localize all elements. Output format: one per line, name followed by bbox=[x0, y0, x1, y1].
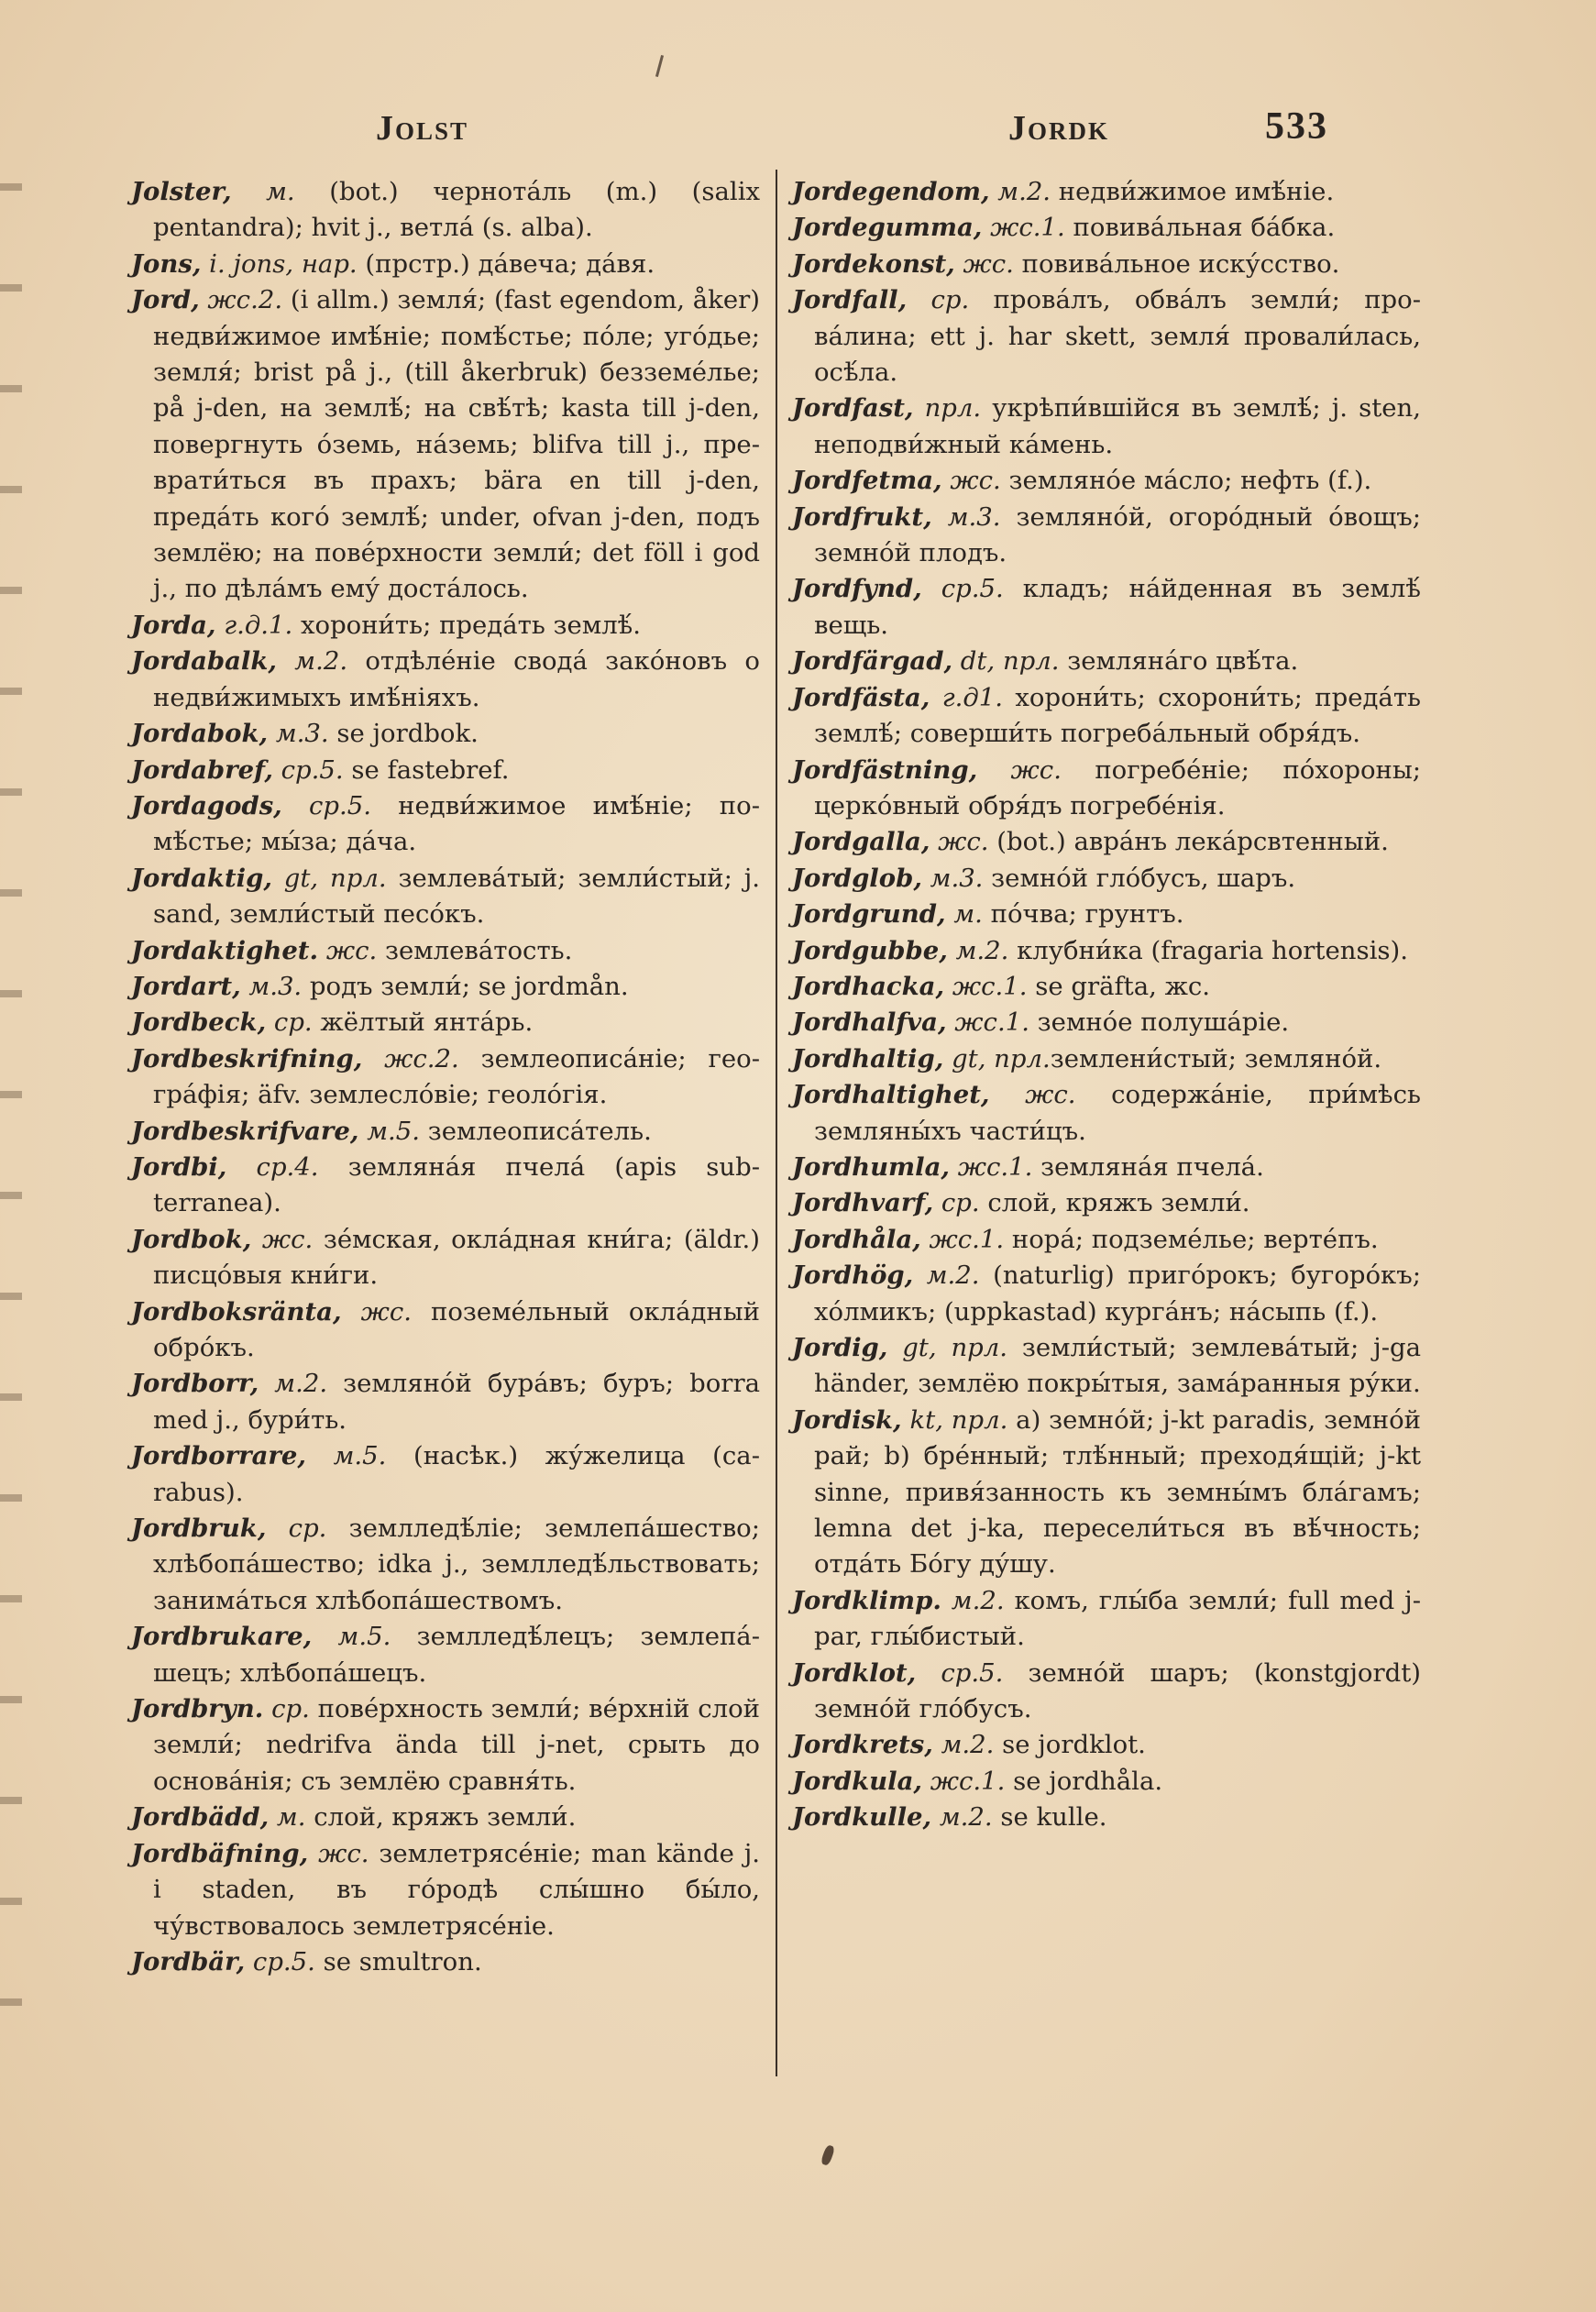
dictionary-entry bbox=[131, 1150, 760, 1222]
headword: Jordgubbe, bbox=[792, 935, 948, 965]
grammar-label: жс.1. bbox=[950, 1151, 1033, 1182]
grammar-label: жс.1. bbox=[920, 1224, 1005, 1254]
grammar-label: жс. bbox=[308, 1838, 369, 1868]
definition-text: слой, кряжъ земли́. bbox=[979, 1188, 1250, 1218]
dictionary-entry bbox=[792, 753, 1421, 825]
dictionary-entry bbox=[792, 1583, 1421, 1656]
headword: Jordhalfva, bbox=[792, 1007, 947, 1038]
headword: Jordfall, bbox=[792, 285, 908, 315]
dictionary-entry bbox=[131, 1944, 760, 1980]
definition-text: земляно́й, огоро́дный о́вощъ; земно́й плодъ. bbox=[814, 501, 1421, 568]
grammar-label: ср.5. bbox=[281, 790, 371, 820]
headword: Jordborr, bbox=[131, 1369, 259, 1399]
grammar-label: м.3. bbox=[931, 501, 1001, 532]
definition-text: se jordhåla. bbox=[1005, 1766, 1163, 1796]
definition-text: (naturlig) приго́рокъ; бугоро́къ; хо́лмикъ; (uppkastad) курга́нъ; на́сыпь (f.). bbox=[814, 1261, 1421, 1327]
dictionary-entry bbox=[792, 210, 1421, 246]
definition-text: хорони́ть; преда́ть землѣ́. bbox=[292, 610, 642, 640]
grammar-label: gt, прл. bbox=[887, 1333, 1008, 1362]
dictionary-entry bbox=[131, 174, 760, 247]
grammar-label: жс. bbox=[941, 466, 1001, 496]
definition-text: земляна́я пчела́ (apis subterranea). bbox=[153, 1151, 761, 1218]
page-edge-marks bbox=[0, 147, 22, 2072]
headword: Jordbeskrifvare, bbox=[131, 1116, 359, 1146]
definition-text: se jordbok. bbox=[328, 719, 479, 749]
definition-text: (прстр.) да́веча; да́вя. bbox=[357, 248, 655, 279]
headword: Jordhvarf, bbox=[792, 1188, 934, 1218]
definition-text: поземе́льный окла́дный обро́къ. bbox=[153, 1296, 760, 1362]
headword: Jorda, bbox=[131, 610, 216, 640]
definition-text: землеописа́тель. bbox=[420, 1116, 652, 1146]
headword: Jordbädd, bbox=[131, 1802, 270, 1833]
definition-text: кладъ; на́йденная въ землѣ́ вещь. bbox=[814, 574, 1421, 640]
headword: Jordfärgad, bbox=[792, 646, 953, 677]
definition-text: se gräfta, жс. bbox=[1027, 971, 1211, 1001]
headword: Jordagods, bbox=[131, 790, 282, 820]
headword: Jordbeskrifning, bbox=[131, 1043, 363, 1073]
dictionary-entry bbox=[792, 1185, 1421, 1221]
dictionary-entry bbox=[131, 716, 760, 752]
definition-text: повива́льное иску́сство. bbox=[1013, 248, 1340, 279]
definition-text: (bot.) авра́нъ лека́рсвтенный. bbox=[988, 827, 1389, 857]
dictionary-entry bbox=[792, 1077, 1421, 1150]
dictionary-entry bbox=[792, 861, 1421, 897]
dictionary-entry bbox=[792, 824, 1421, 860]
definition-text: землева́тый; земли́стый; j. sand, земли́стый песо́къ. bbox=[153, 863, 761, 930]
dictionary-entry bbox=[131, 1511, 760, 1619]
definition-text: se jordklot. bbox=[994, 1730, 1146, 1760]
headword: Jordgrund, bbox=[792, 899, 946, 930]
headword: Jordbrukare, bbox=[131, 1622, 313, 1652]
headword: Jordaktighet. bbox=[131, 935, 319, 965]
dictionary-entry bbox=[131, 608, 760, 644]
ink-mark bbox=[655, 55, 664, 77]
dictionary-entry bbox=[131, 1691, 760, 1800]
headword: Jordhåla, bbox=[792, 1224, 921, 1254]
headword: Jordglob, bbox=[792, 863, 922, 893]
grammar-label: жс.1. bbox=[944, 971, 1028, 1001]
headword: Jordekonst, bbox=[792, 248, 955, 279]
dictionary-entry bbox=[792, 1727, 1421, 1763]
headword: Jordbär, bbox=[131, 1946, 246, 1976]
definition-text: земляно́й бура́въ; буръ; borra med j., бури́ть. bbox=[153, 1369, 760, 1435]
left-column bbox=[131, 174, 760, 1980]
grammar-label: м.3. bbox=[921, 863, 984, 893]
dictionary-entry bbox=[792, 463, 1421, 499]
dictionary-entry bbox=[792, 1800, 1421, 1835]
definition-text: se kulle. bbox=[992, 1802, 1107, 1833]
page-number: 533 bbox=[1265, 105, 1328, 148]
dictionary-entry bbox=[792, 247, 1421, 282]
definition-text: se smultron. bbox=[314, 1946, 482, 1976]
ink-blot bbox=[820, 2144, 836, 2166]
grammar-label: ср. bbox=[266, 1514, 327, 1544]
grammar-label: ср.5. bbox=[272, 754, 344, 785]
grammar-label: м. bbox=[945, 899, 983, 930]
grammar-label: ср.5. bbox=[921, 574, 1004, 604]
definition-text: недви́жимое имѣ́ніе. bbox=[1051, 177, 1335, 206]
definition-text: содержа́ніе, при́мѣсь земляны́хъ части́цъ. bbox=[814, 1080, 1421, 1146]
grammar-label: ср.4. bbox=[226, 1151, 319, 1182]
dictionary-entry bbox=[131, 1366, 760, 1438]
grammar-label: gt, прл. bbox=[943, 1043, 1051, 1073]
headword: Jordisk, bbox=[792, 1404, 902, 1435]
definition-text: по́чва; грунтъ. bbox=[982, 899, 1184, 930]
grammar-label: жс. bbox=[989, 1080, 1076, 1110]
grammar-label: м.5. bbox=[312, 1622, 391, 1652]
headword: Jordboksränta, bbox=[131, 1296, 342, 1327]
dictionary-entry bbox=[131, 282, 760, 608]
grammar-label: жс.2. bbox=[199, 285, 283, 315]
headword: Jordhög, bbox=[792, 1261, 914, 1291]
dictionary-entry bbox=[792, 1150, 1421, 1185]
definition-text: зе́мская, окла́дная кни́га; (äldr.) писцо́выя кни́ги. bbox=[153, 1224, 760, 1291]
dictionary-entry bbox=[131, 1005, 760, 1040]
headword: Jordaktig, bbox=[131, 863, 272, 893]
dictionary-entry bbox=[131, 1800, 760, 1835]
headword: Jordklimp. bbox=[792, 1585, 941, 1615]
dictionary-entry bbox=[131, 644, 760, 716]
grammar-label: ср. bbox=[266, 1007, 313, 1038]
dictionary-entry bbox=[792, 500, 1421, 572]
definition-text: земно́й шаръ; (konstgjordt) земно́й гло́бусъ. bbox=[814, 1657, 1421, 1724]
headword: Jordborrare, bbox=[131, 1441, 306, 1471]
grammar-label: жс. bbox=[954, 248, 1014, 279]
definition-text: (насѣк.) жу́желица (carabus). bbox=[153, 1441, 760, 1507]
definition-text: жёлтый янта́рь. bbox=[312, 1007, 534, 1038]
dictionary-entry bbox=[792, 1005, 1421, 1040]
dictionary-entry bbox=[131, 1619, 760, 1691]
dictionary-entry bbox=[792, 1222, 1421, 1258]
definition-text: прова́лъ, обва́лъ земли́; прова́лина; ett j. har skett, земля́ провали́лась, осѣ́ла. bbox=[814, 285, 1421, 388]
definition-text: a) земно́й; j-kt paradis, земно́й рай; b) бре́нный; тлѣ́нный; преходя́щій; j-kt sinne, привя́занность къ земны́мъ бла́гамъ; lemna det j-ka, переcели́ться въ вѣ́чность; отда́ть Бо́гу ду́шу. bbox=[814, 1404, 1421, 1580]
dictionary-entry bbox=[131, 1294, 760, 1367]
headword: Jordfynd, bbox=[792, 574, 922, 604]
dictionary-entry bbox=[792, 680, 1421, 753]
headword: Jordgalla, bbox=[792, 827, 930, 857]
grammar-label: м.2. bbox=[941, 1585, 1005, 1615]
dictionary-entry bbox=[131, 1836, 760, 1944]
definition-text: (bot.) чернота́ль (m.) (salix pentandra); hvit j., ветла́ (s. alba). bbox=[153, 177, 760, 243]
definition-text: родъ земли́; se jordmån. bbox=[302, 971, 629, 1001]
grammar-label: жс.1. bbox=[982, 213, 1065, 243]
grammar-label: жс. bbox=[341, 1296, 413, 1327]
definition-text: комъ, глы́ба земли́; full med j-par, глы́бистый. bbox=[814, 1585, 1421, 1652]
definition-text: недви́жимое имѣ́ніе; помѣ́стье; мы́за; да́ча. bbox=[153, 790, 760, 857]
grammar-label: м.2. bbox=[947, 935, 1009, 965]
definition-text: землледѣ́ліе; землепа́шество; хлѣбопа́шество; idka j., землледѣ́льствовать; занима́ться хлѣбопа́шествомъ. bbox=[153, 1514, 760, 1615]
headword: Jordbäfning, bbox=[131, 1838, 309, 1868]
grammar-label: м.3. bbox=[268, 719, 329, 749]
definition-text: погребе́ніе; по́хороны; церко́вный обря́дъ погребе́нія. bbox=[814, 754, 1421, 820]
grammar-label: ср. bbox=[263, 1694, 310, 1724]
definition-text: земляна́я пчела́. bbox=[1032, 1151, 1264, 1182]
definition-text: укрѣпи́вшійся въ землѣ́; j. sten, неподви́жный ка́мень. bbox=[814, 393, 1421, 459]
dictionary-entry bbox=[131, 861, 760, 933]
dictionary-entry bbox=[792, 1403, 1421, 1583]
grammar-label: жс. bbox=[977, 754, 1062, 785]
headword: Jordegumma, bbox=[792, 213, 983, 243]
dictionary-entry bbox=[792, 933, 1421, 969]
dictionary-entry bbox=[792, 969, 1421, 1005]
dictionary-entry bbox=[792, 1041, 1421, 1077]
grammar-label: м.2. bbox=[989, 177, 1051, 206]
grammar-label: ср.5. bbox=[245, 1946, 315, 1976]
headword: Jordkula, bbox=[792, 1766, 922, 1796]
dictionary-entry bbox=[792, 897, 1421, 932]
grammar-label: gt, прл. bbox=[271, 863, 387, 893]
headword: Jordabok, bbox=[131, 719, 269, 749]
dictionary-entry bbox=[131, 1114, 760, 1150]
grammar-label: м.2. bbox=[277, 646, 348, 677]
grammar-label: м. bbox=[231, 177, 295, 206]
headword: Jordegendom, bbox=[792, 177, 990, 206]
definition-text: клубни́ка (fragaria hortensis). bbox=[1008, 935, 1408, 965]
dictionary-entry bbox=[131, 788, 760, 861]
headword: Jordbok, bbox=[131, 1224, 252, 1254]
headword: Jordabref, bbox=[131, 754, 273, 785]
grammar-label: ср. bbox=[907, 285, 970, 315]
grammar-label: г.д.1. bbox=[215, 610, 293, 640]
grammar-label: жс.1. bbox=[946, 1007, 1029, 1038]
definition-text: землледѣ́лецъ; землепа́шецъ; хлѣбопа́шецъ. bbox=[153, 1622, 760, 1688]
definition-text: (i allm.) земля́; (fast egendom, åker) недви́жимое имѣ́ніе; помѣ́стье; по́ле; уго́дье; земля́; brist på j., (till åkerbruk) безземе́лье; på j-den, на землѣ́; на свѣ́тѣ; kasta till j-den, повергнуть о́земь, на́земь; blifva till j., преврати́ться въ прахъ; bära en till j-den, преда́ть кого́ землѣ́; under, ofvan j-den, подъ землёю; на пове́рхности земли́; det föll i god j., по дѣла́мъ ему́ доста́лось. bbox=[153, 285, 760, 604]
definition-text: земляна́го цвѣ́та. bbox=[1059, 646, 1299, 677]
grammar-label: жс.1. bbox=[921, 1766, 1006, 1796]
definition-text: землеописа́ніе; геогра́фія; äfv. землесло́віе; геоло́гія. bbox=[153, 1043, 760, 1110]
grammar-label: м.5. bbox=[358, 1116, 420, 1146]
headword: Jolster, bbox=[131, 177, 232, 206]
headword: Jord, bbox=[131, 285, 200, 315]
dictionary-entry bbox=[131, 1041, 760, 1114]
definition-text: землева́тость. bbox=[377, 935, 573, 965]
definition-text: хорони́ть; схорони́ть; преда́ть землѣ́; соверши́ть погреба́льный обря́дъ. bbox=[814, 682, 1421, 749]
headword: Jordfast, bbox=[792, 393, 914, 424]
dictionary-entry bbox=[792, 571, 1421, 644]
headword: Jordkulle, bbox=[792, 1802, 932, 1833]
column-divider bbox=[776, 170, 777, 2076]
dictionary-entry bbox=[131, 1438, 760, 1511]
dictionary-entry bbox=[792, 1764, 1421, 1800]
definition-text: земли́стый; землева́тый; j-ga händer, землёю покры́тыя, зама́ранныя ру́ки. bbox=[814, 1333, 1421, 1399]
headword: Jordfästning, bbox=[792, 754, 978, 785]
grammar-label: м.2. bbox=[931, 1802, 993, 1833]
definition-text: нора́; подземе́лье; верте́пъ. bbox=[1004, 1224, 1379, 1254]
dictionary-entry bbox=[792, 1258, 1421, 1330]
dictionary-entry bbox=[131, 1222, 760, 1294]
headword: Jordig, bbox=[792, 1333, 888, 1362]
dictionary-entry bbox=[792, 1656, 1421, 1728]
headword: Jordfrukt, bbox=[792, 501, 932, 532]
dictionary-entry bbox=[131, 247, 760, 282]
definition-text: земно́е полуша́ріе. bbox=[1029, 1007, 1290, 1038]
headword: Jordkrets, bbox=[792, 1730, 933, 1760]
grammar-label: м.5. bbox=[306, 1441, 387, 1471]
definition-text: отдѣле́ніе свода́ зако́новъ о недви́жимыхъ имѣ́ніяхъ. bbox=[153, 646, 760, 712]
grammar-label: ср.5. bbox=[916, 1657, 1004, 1688]
grammar-label: жс. bbox=[251, 1224, 314, 1254]
left-guide-word: Jolst bbox=[376, 109, 469, 148]
headword: Jordhumla, bbox=[792, 1151, 950, 1182]
definition-text: землетрясе́ніе; man kände j. i staden, въ го́родѣ слы́шно бы́ло, чу́вствовалось землетрясе́ніе. bbox=[153, 1838, 760, 1941]
definition-text: пове́рхность земли́; ве́рхній слой земли́; nedrifva ända till j-net, срыть до основа́нія; съ землёю сравня́ть. bbox=[153, 1694, 760, 1796]
right-column bbox=[792, 174, 1421, 1836]
definition-text: слой, кряжъ земли́. bbox=[305, 1802, 577, 1833]
definition-text: se fastebref. bbox=[343, 754, 510, 785]
dictionary-entry bbox=[131, 933, 760, 969]
grammar-label: м.3. bbox=[240, 971, 303, 1001]
dictionary-entry bbox=[792, 391, 1421, 463]
headword: Jordbruk, bbox=[131, 1514, 267, 1544]
grammar-label: kt, прл. bbox=[901, 1404, 1008, 1435]
dictionary-entry bbox=[131, 969, 760, 1005]
grammar-label: м.2. bbox=[259, 1369, 328, 1399]
grammar-label: ср. bbox=[933, 1188, 980, 1218]
headword: Jordhaltighet, bbox=[792, 1080, 990, 1110]
headword: Jordart, bbox=[131, 971, 241, 1001]
headword: Jordabalk, bbox=[131, 646, 278, 677]
headword: Jordhaltig, bbox=[792, 1043, 944, 1073]
headword: Jordfästa, bbox=[792, 682, 930, 712]
grammar-label: жс. bbox=[930, 827, 989, 857]
grammar-label: dt, прл. bbox=[952, 646, 1060, 677]
definition-text: земно́й гло́бусъ, шаръ. bbox=[983, 863, 1296, 893]
grammar-label: м.2. bbox=[913, 1261, 980, 1291]
dictionary-entry bbox=[792, 174, 1421, 210]
grammar-label: г.д1. bbox=[930, 682, 1004, 712]
headword: Jordbi, bbox=[131, 1151, 227, 1182]
dictionary-entry bbox=[131, 753, 760, 788]
headword: Jons, bbox=[131, 248, 202, 279]
right-guide-word: Jordk bbox=[1008, 109, 1109, 148]
dictionary-entry bbox=[792, 282, 1421, 391]
grammar-label: жс.2. bbox=[362, 1043, 459, 1073]
grammar-label: жс. bbox=[318, 935, 378, 965]
definition-text: повива́льная ба́бка. bbox=[1064, 213, 1336, 243]
page-header bbox=[0, 99, 1596, 154]
headword: Jordfetma, bbox=[792, 466, 942, 496]
headword: Jordhacka, bbox=[792, 971, 945, 1001]
grammar-label: м. bbox=[269, 1802, 306, 1833]
dictionary-entry bbox=[792, 1330, 1421, 1403]
headword: Jordklot, bbox=[792, 1657, 917, 1688]
grammar-label: прл. bbox=[913, 393, 982, 424]
definition-text: землени́стый; земляно́й. bbox=[1050, 1043, 1382, 1073]
definition-text: земляно́е ма́сло; нефть (f.). bbox=[1000, 466, 1372, 496]
grammar-label: м.2. bbox=[932, 1730, 995, 1760]
headword: Jordbryn. bbox=[131, 1694, 264, 1724]
grammar-label: i. jons, нар. bbox=[201, 248, 358, 279]
dictionary-entry bbox=[792, 644, 1421, 679]
headword: Jordbeck, bbox=[131, 1007, 267, 1038]
